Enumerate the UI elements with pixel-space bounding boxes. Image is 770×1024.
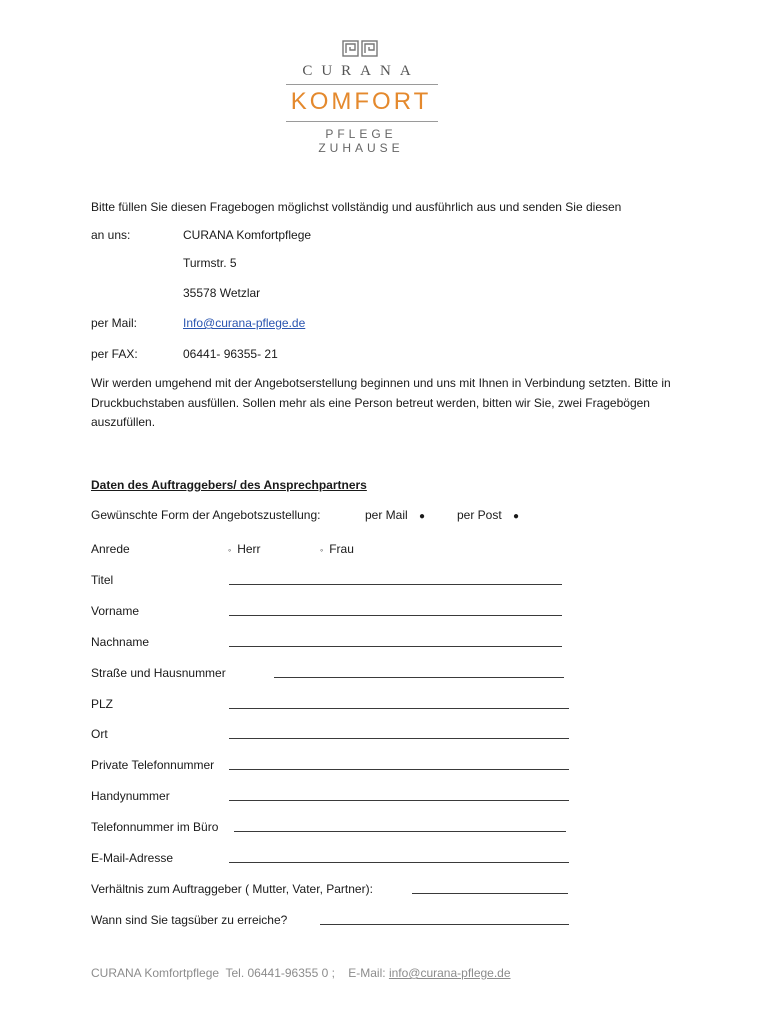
logo-text-pflege: PFLEGE ZUHAUSE — [318, 127, 404, 155]
delivery-label: Gewünschte Form der Angebotszustellung: — [91, 508, 321, 522]
address-label: an uns: — [91, 228, 131, 242]
field-label-ort: Ort — [91, 727, 108, 741]
address-street: Turmstr. 5 — [183, 256, 237, 270]
field-line-strasse[interactable] — [274, 677, 564, 678]
field-line-verhaeltnis[interactable] — [412, 893, 568, 894]
field-label-email: E-Mail-Adresse — [91, 851, 174, 865]
delivery-option-mail[interactable] — [365, 508, 425, 524]
post-checkbox-icon[interactable]: ● — [513, 511, 520, 522]
instructions-text: Wir werden umgehend mit der Angebotserstellung beginnen und uns mit Ihnen in Verbindung setzten. Bitte in Druckbuchstaben ausfüllen. Sollen mehr als eine Person betreut werden, bitten wir Sie, zwei Fragebögen auszufüllen. — [91, 376, 671, 429]
address-city: 35578 Wetzlar — [183, 286, 261, 300]
field-line-handy[interactable] — [229, 800, 569, 801]
field-label-buero-tel: Telefonnummer im Büro — [91, 820, 219, 834]
section-title: Daten des Auftraggebers/ des Ansprechpartners — [91, 478, 367, 492]
salutation-label: Anrede — [91, 542, 130, 556]
delivery-option-post-label: per Post — [457, 508, 502, 522]
field-label-private-tel: Private Telefonnummer — [91, 758, 215, 772]
mail-checkbox-icon[interactable]: ● — [419, 511, 426, 522]
field-line-email[interactable] — [229, 862, 569, 863]
footer-text: CURANA Komfortpflege Tel. 06441-96355 0 ; E-Mail: — [91, 966, 389, 980]
field-label-strasse: Straße und Hausnummer — [91, 666, 226, 680]
delivery-option-mail-label: per Mail — [365, 508, 408, 522]
fax-number: 06441- 96355- 21 — [183, 347, 278, 361]
address-name: CURANA Komfortpflege — [183, 228, 312, 242]
logo-icon — [342, 40, 378, 60]
field-line-titel[interactable] — [229, 584, 562, 585]
field-label-erreichbar: Wann sind Sie tagsüber zu erreiche? — [91, 913, 288, 927]
field-label-handy: Handynummer — [91, 789, 170, 803]
field-line-buero-tel[interactable] — [234, 831, 566, 832]
field-line-nachname[interactable] — [229, 646, 562, 647]
field-line-private-tel[interactable] — [229, 769, 569, 770]
logo-divider — [286, 84, 438, 85]
field-line-erreichbar[interactable] — [320, 924, 569, 925]
mail-label: per Mail: — [91, 316, 138, 330]
logo-text-komfort: KOMFORT — [290, 88, 432, 115]
footer-email-link[interactable]: info@curana-pflege.de — [388, 966, 511, 980]
salutation-herr-label: Herr — [237, 542, 261, 556]
field-label-verhaeltnis: Verhältnis zum Auftraggeber ( Mutter, Vater, Partner): — [91, 882, 373, 896]
fax-label: per FAX: — [91, 347, 138, 361]
field-label-nachname: Nachname — [91, 635, 150, 649]
field-label-titel: Titel — [91, 573, 114, 587]
delivery-option-post[interactable] — [457, 508, 519, 524]
field-line-plz[interactable] — [229, 708, 569, 709]
page-footer — [91, 966, 511, 980]
intro-text: Bitte füllen Sie diesen Fragebogen möglichst vollständig und ausführlich aus und senden Sie diesen — [91, 200, 622, 214]
field-label-vorname: Vorname — [91, 604, 140, 618]
field-label-plz: PLZ — [91, 697, 114, 711]
logo-divider — [286, 121, 438, 122]
frau-radio-icon[interactable]: ◦ — [320, 545, 324, 555]
field-line-vorname[interactable] — [229, 615, 562, 616]
field-line-ort[interactable] — [229, 738, 569, 739]
salutation-option-herr[interactable] — [228, 542, 261, 557]
salutation-option-frau[interactable] — [320, 542, 354, 557]
logo-text-curana: CURANA — [302, 63, 420, 79]
salutation-frau-label: Frau — [329, 542, 354, 556]
herr-radio-icon[interactable]: ◦ — [228, 545, 232, 555]
mail-link[interactable]: Info@curana-pflege.de — [183, 316, 306, 330]
